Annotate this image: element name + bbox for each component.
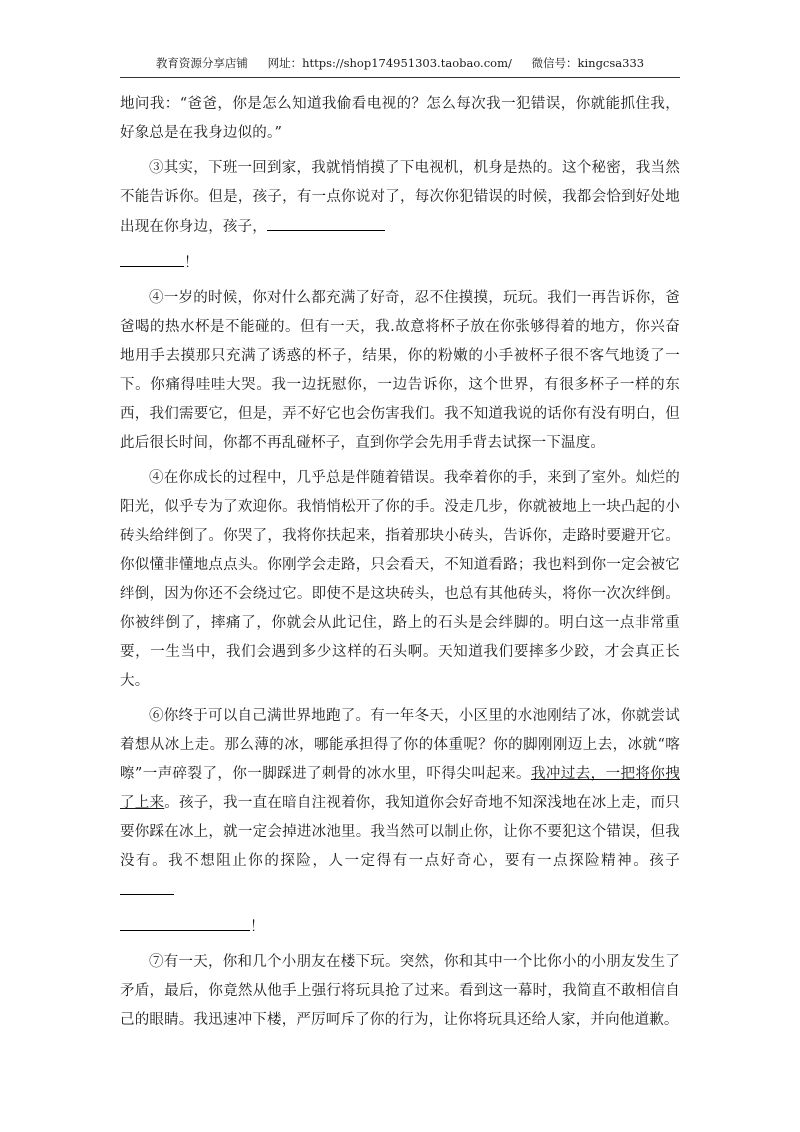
paragraph-2-end [120,248,680,278]
underlined-sentence: 我冲过去，一把将你拽了上来 [120,766,681,811]
paragraph-5 [120,702,680,906]
header-url: 网址：https://shop174951303.taobao.com/ [267,56,512,70]
paragraph-1: 地问我：“爸爸，你是怎么知道我偷看电视的？怎么每次我一犯错误，你就能抓住我，好象总是在我身边似的。” [120,96,680,141]
paragraph-4: ④在你成长的过程中，几乎总是伴随着错误。我牵着你的手，来到了室外。灿烂的阳光，似乎专为了欢迎你。我悄悄松开了你的手。没走几步，你就被地上一块凸起的小砖头给绊倒了。你哭了，我将你扶起来，指着那块小砖头，告诉你，走路时要避开它。你似懂非懂地点点头。你刚学会走路，只会看天，不知道看路；我也料到你一定会被它绊倒，因为你还不会绕过它。即使不是这块砖头，也总有其他砖头，将你一次次绊倒。你被绊倒了，摔痛了，你就会从此记住，路上的石头是会绊脚的。明白这一点非常重要，一生当中，我们会遇到多少这样的石头啊。天知道我们要摔多少跤，才会真正长大。 [120,470,680,689]
page-header [120,55,680,78]
answer-blank-1-cont[interactable] [120,248,184,267]
paragraph-5-text-b: 。孩子，我一直在暗自注视着你，我知道你会好奇地不知深浅地在冰上走，而只要你踩在冰上，就一定会掉进冰池里。我当然可以制止你，让你不要犯这个错误，但我没有。我不想阻止你的探险，人一定得有一点好奇心，要有一点探险精神。孩子 [120,795,680,869]
answer-blank-1[interactable] [267,212,385,231]
answer-blank-2-cont[interactable] [120,912,250,931]
paragraph-2 [120,154,680,242]
exclamation-2: ！ [250,919,265,935]
paragraph-6: ⑦有一天，你和几个小朋友在楼下玩。突然，你和其中一个比你小的小朋友发生了矛盾，最后，你竟然从他手上强行将玩具抢了过来。看到这一幕时，我简直不敢相信自己的眼睛。我迅速冲下楼，严厉呵斥了你的行为，让你将玩具还给人家，并向他道歉。 [120,954,680,1028]
paragraph-5-text-a: ⑥你终于可以自己满世界地跑了。有一年冬天，小区里的水池刚结了冰，你就尝试着想从冰上走。那么薄的冰，哪能承担得了你的体重呢？你的脚刚刚迈上去，冰就“喀嚓”一声碎裂了，你一脚踩进了刺骨的冰水里，吓得尖叫起来。 [120,708,680,782]
paragraph-3: ④一岁的时候，你对什么都充满了好奇，忍不住摸摸，玩玩。我们一再告诉你，爸爸喝的热水杯是不能碰的。但有一天，我.故意将杯子放在你张够得着的地方，你兴奋地用手去摸那只充满了诱惑的杯子，结果，你的粉嫩的小手被杯子很不客气地烫了一下。你痛得哇哇大哭。我一边抚慰你，一边告诉你，这个世界，有很多杯子一样的东西，我们需要它，但是，弄不好它也会伤害我们。我不知道我说的话你有没有明白，但此后很长时间，你都不再乱碰杯子，直到你学会先用手背去试探一下温度。 [120,290,680,451]
paragraph-2-text: ③其实，下班一回到家，我就悄悄摸了下电视机，机身是热的。这个秘密，我当然不能告诉你。但是，孩子，有一点你说对了，每次你犯错误的时候，我都会恰到好处地出现在你身边，孩子， [120,160,680,235]
exclamation-1: ！ [184,255,199,271]
article-body [120,90,680,1041]
answer-blank-2[interactable] [120,876,174,895]
header-wechat: 微信号：kingcsa333 [531,56,645,70]
header-shop: 教育资源分享店铺 [155,56,248,70]
paragraph-5-end [120,912,680,942]
